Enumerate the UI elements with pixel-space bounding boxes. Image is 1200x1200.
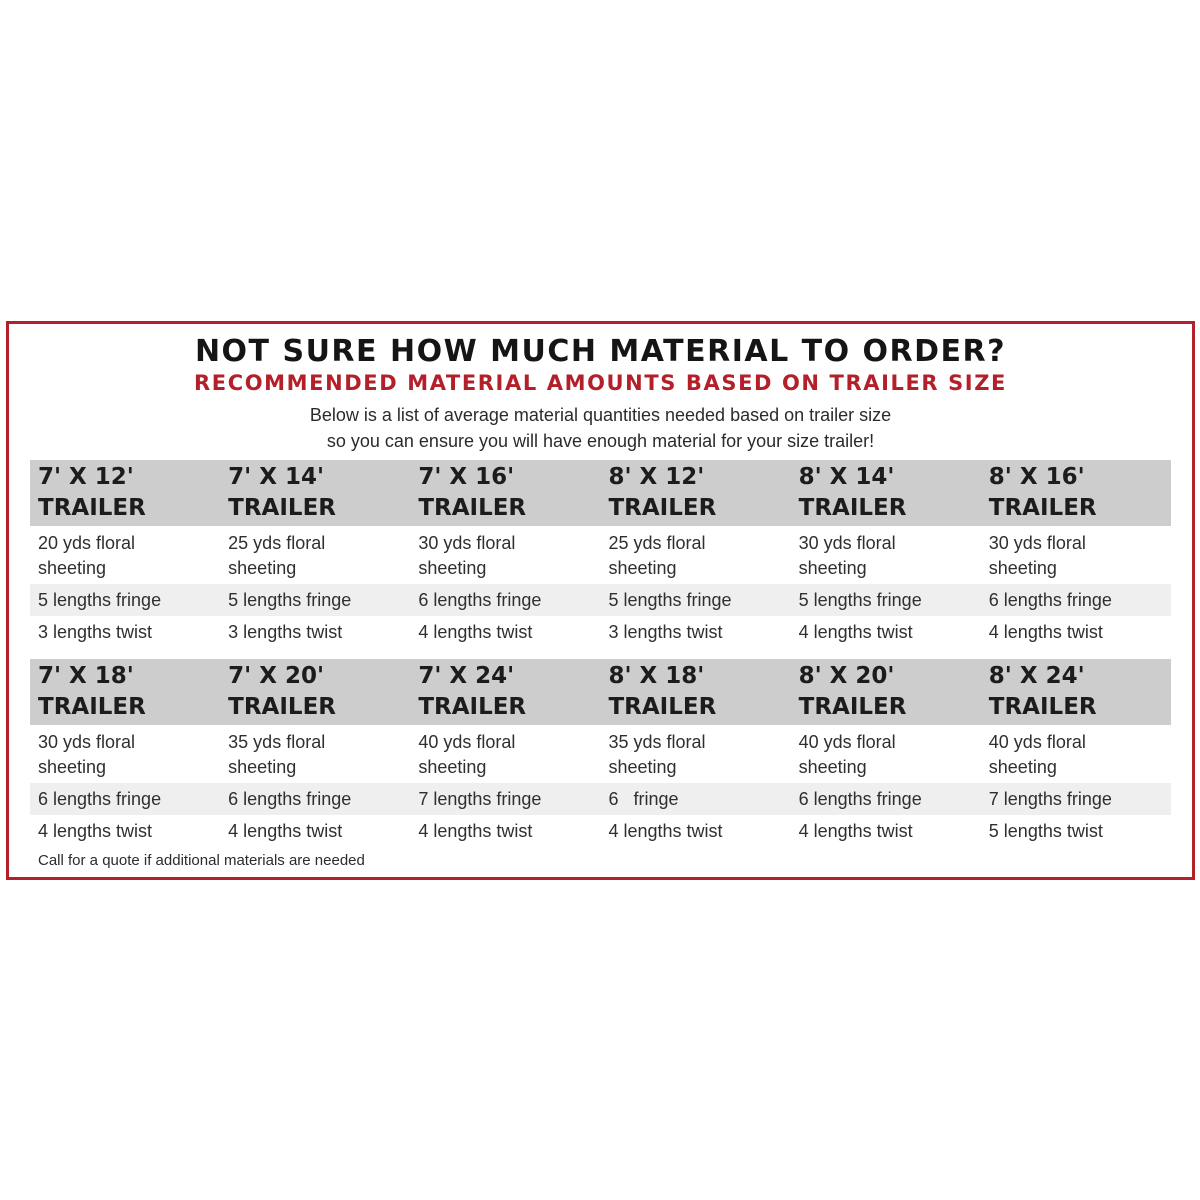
trailer-label: TRAILER: [38, 495, 146, 521]
sheeting-cell: [220, 725, 410, 783]
sheeting-label: sheeting: [418, 558, 487, 578]
fringe-cell: 5 lengths fringe: [228, 590, 352, 610]
sheeting-amount: 30 yds floral: [988, 533, 1086, 553]
sheeting-cell: [410, 526, 600, 584]
trailer-size: 8' X 12': [608, 464, 705, 490]
intro-line-2: so you can ensure you will have enough material for your size trailer!: [326, 431, 875, 451]
twist-cell: 3 lengths twist: [608, 622, 723, 642]
trailer-size-header: [981, 659, 1171, 725]
intro-text: [9, 402, 1192, 454]
trailer-size: 7' X 24': [418, 663, 515, 689]
fringe-cell: 5 lengths fringe: [608, 590, 732, 610]
sheeting-label: sheeting: [228, 757, 297, 777]
sheeting-cell: [410, 725, 600, 783]
trailer-size: 8' X 16': [988, 464, 1085, 490]
sheeting-amount: 35 yds floral: [228, 732, 326, 752]
sheeting-cell: [30, 725, 220, 783]
intro-line-1: Below is a list of average material quantities needed based on trailer size: [309, 405, 892, 425]
sheeting-label: sheeting: [988, 558, 1057, 578]
sheeting-label: sheeting: [608, 757, 677, 777]
trailer-table-2: [30, 659, 1171, 847]
trailer-size: 8' X 14': [798, 464, 895, 490]
trailer-size: 7' X 14': [228, 464, 324, 490]
trailer-size-header: [410, 659, 600, 725]
trailer-label: TRAILER: [38, 694, 146, 720]
footnote: Call for a quote if additional materials are needed: [38, 852, 365, 869]
twist-cell: 5 lengths twist: [988, 821, 1103, 841]
trailer-size-header: [30, 659, 220, 725]
twist-row: [30, 815, 1171, 847]
fringe-cell: 6 lengths fringe: [418, 590, 542, 610]
table-header-row: [30, 460, 1171, 526]
sheeting-row: [30, 526, 1171, 584]
trailer-label: TRAILER: [228, 694, 336, 720]
sheeting-cell: [600, 725, 790, 783]
trailer-label: TRAILER: [418, 495, 527, 521]
twist-row: [30, 616, 1171, 648]
fringe-cell: 6 fringe: [608, 789, 679, 809]
fringe-cell: 7 lengths fringe: [988, 789, 1112, 809]
sheeting-label: sheeting: [608, 558, 677, 578]
sheeting-row: [30, 725, 1171, 783]
twist-cell: 4 lengths twist: [228, 821, 343, 841]
trailer-label: TRAILER: [418, 694, 527, 720]
twist-cell: 3 lengths twist: [38, 622, 153, 642]
twist-cell: 4 lengths twist: [988, 622, 1103, 642]
trailer-size: 8' X 20': [798, 663, 895, 689]
sheeting-amount: 30 yds floral: [798, 533, 896, 553]
sheeting-label: sheeting: [798, 558, 867, 578]
trailer-table-1: [30, 460, 1171, 648]
sheeting-amount: 25 yds floral: [608, 533, 706, 553]
sheeting-amount: 30 yds floral: [418, 533, 516, 553]
sheeting-amount: 40 yds floral: [798, 732, 896, 752]
page-subtitle: RECOMMENDED MATERIAL AMOUNTS BASED ON TRAILER SIZE: [193, 371, 1007, 395]
sheeting-label: sheeting: [988, 757, 1057, 777]
sheeting-cell: [220, 526, 410, 584]
material-chart-card: [6, 321, 1195, 880]
trailer-size-header: [220, 460, 410, 526]
trailer-label: TRAILER: [988, 694, 1097, 720]
trailer-size: 8' X 18': [608, 663, 705, 689]
sheeting-label: sheeting: [418, 757, 487, 777]
sheeting-label: sheeting: [38, 757, 107, 777]
twist-cell: 4 lengths twist: [608, 821, 723, 841]
trailer-size-header: [791, 659, 981, 725]
sheeting-cell: [791, 526, 981, 584]
sheeting-amount: 35 yds floral: [608, 732, 706, 752]
trailer-label: TRAILER: [608, 694, 717, 720]
sheeting-amount: 20 yds floral: [38, 533, 136, 553]
trailer-size-header: [600, 460, 790, 526]
fringe-cell: 6 lengths fringe: [228, 789, 352, 809]
twist-cell: 3 lengths twist: [228, 622, 343, 642]
trailer-label: TRAILER: [798, 495, 907, 521]
fringe-cell: 7 lengths fringe: [418, 789, 542, 809]
fringe-cell: 6 lengths fringe: [988, 590, 1112, 610]
trailer-size-header: [410, 460, 600, 526]
sheeting-cell: [981, 725, 1171, 783]
fringe-row: [30, 783, 1171, 815]
sheeting-cell: [600, 526, 790, 584]
fringe-cell: 5 lengths fringe: [798, 590, 922, 610]
sheeting-label: sheeting: [798, 757, 867, 777]
page-title: NOT SURE HOW MUCH MATERIAL TO ORDER?: [194, 334, 1007, 369]
trailer-size-header: [981, 460, 1171, 526]
sheeting-amount: 40 yds floral: [418, 732, 516, 752]
fringe-row: [30, 584, 1171, 616]
fringe-cell: 6 lengths fringe: [798, 789, 922, 809]
sheeting-label: sheeting: [38, 558, 107, 578]
sheeting-cell: [791, 725, 981, 783]
trailer-size: 7' X 20': [228, 663, 324, 689]
trailer-size-header: [30, 460, 220, 526]
trailer-size-header: [220, 659, 410, 725]
twist-cell: 4 lengths twist: [418, 821, 533, 841]
trailer-label: TRAILER: [988, 495, 1097, 521]
sheeting-cell: [981, 526, 1171, 584]
trailer-size: 7' X 18': [38, 663, 134, 689]
trailer-size: 7' X 16': [418, 464, 515, 490]
twist-cell: 4 lengths twist: [798, 821, 913, 841]
trailer-size: 7' X 12': [38, 464, 134, 490]
sheeting-cell: [30, 526, 220, 584]
fringe-cell: 5 lengths fringe: [38, 590, 162, 610]
sheeting-amount: 25 yds floral: [228, 533, 326, 553]
sheeting-label: sheeting: [228, 558, 297, 578]
twist-cell: 4 lengths twist: [418, 622, 533, 642]
fringe-cell: 6 lengths fringe: [38, 789, 162, 809]
table-header-row: [30, 659, 1171, 725]
trailer-label: TRAILER: [798, 694, 907, 720]
sheeting-amount: 40 yds floral: [988, 732, 1086, 752]
trailer-label: TRAILER: [608, 495, 717, 521]
trailer-size: 8' X 24': [988, 663, 1085, 689]
trailer-label: TRAILER: [228, 495, 336, 521]
twist-cell: 4 lengths twist: [38, 821, 153, 841]
twist-cell: 4 lengths twist: [798, 622, 913, 642]
trailer-size-header: [600, 659, 790, 725]
trailer-size-header: [791, 460, 981, 526]
sheeting-amount: 30 yds floral: [38, 732, 136, 752]
